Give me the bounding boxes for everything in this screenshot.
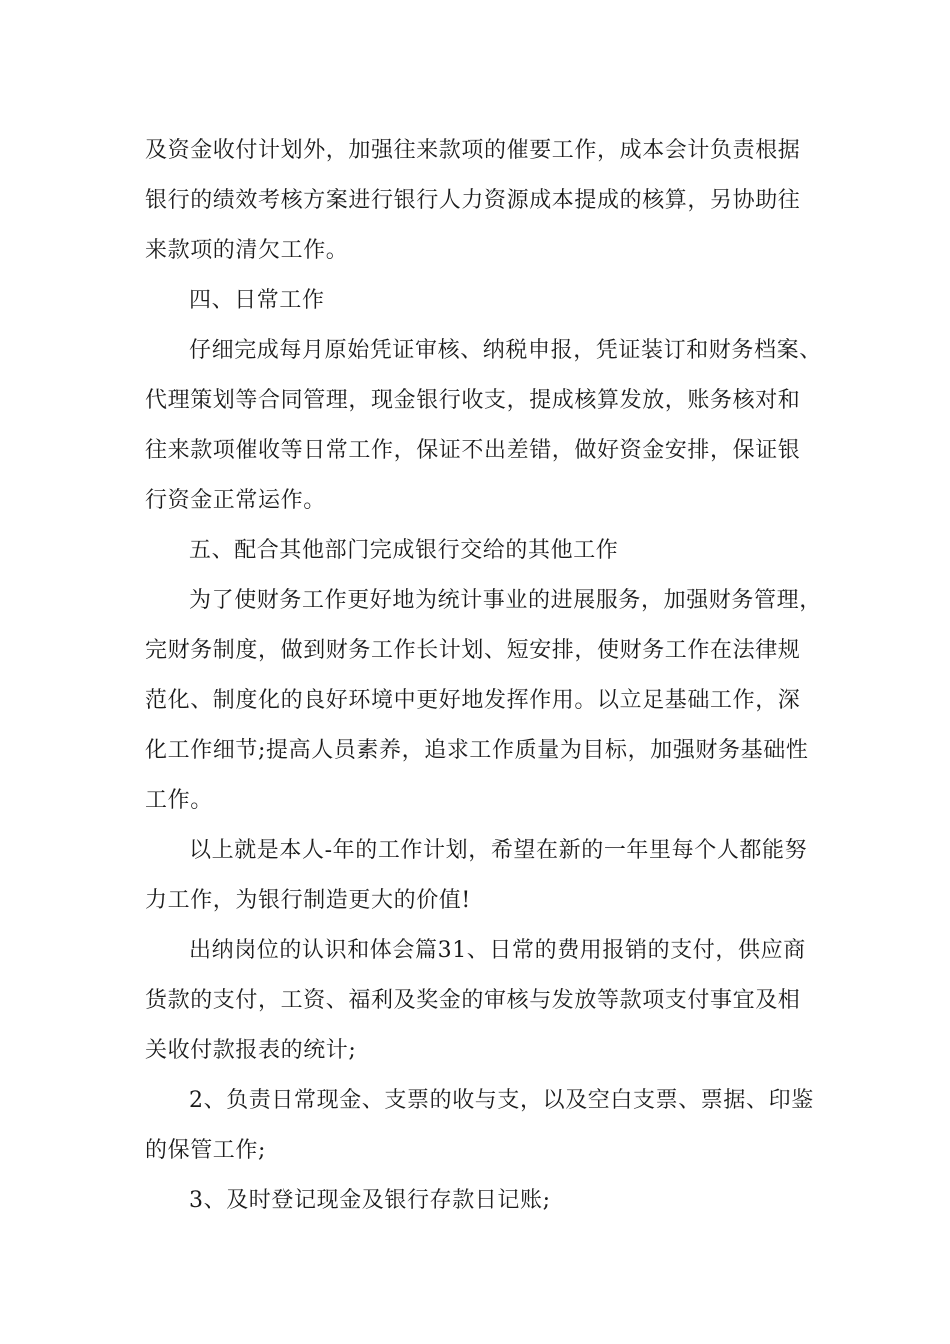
text-line: 力工作，为银行制造更大的价值! bbox=[145, 888, 471, 913]
section-heading-cooperation bbox=[145, 526, 815, 576]
paragraph-cashier-duties-3 bbox=[145, 1176, 815, 1226]
text-line: 以上就是本人-年的工作计划，希望在新的一年里每个人都能努 bbox=[189, 838, 808, 863]
text-line: 3、及时登记现金及银行存款日记账; bbox=[189, 1188, 551, 1213]
text-line: 的保管工作; bbox=[145, 1138, 267, 1163]
text-line: 往来款项催收等日常工作，保证不出差错，做好资金安排，保证银 bbox=[145, 438, 801, 463]
heading-text: 五、配合其他部门完成银行交给的其他工作 bbox=[189, 538, 619, 563]
text-line: 银行的绩效考核方案进行银行人力资源成本提成的核算，另协助往 bbox=[145, 188, 801, 213]
paragraph-conclusion bbox=[145, 826, 815, 926]
paragraph-fund-plan bbox=[145, 126, 815, 276]
text-line: 仔细完成每月原始凭证审核、纳税申报，凭证装订和财务档案、 bbox=[189, 338, 822, 363]
text-line: 化工作细节;提高人员素养，追求工作质量为目标，加强财务基础性 bbox=[145, 738, 809, 763]
text-line: 及资金收付计划外，加强往来款项的催要工作，成本会计负责根据 bbox=[145, 138, 801, 163]
paragraph-cashier-duties-2 bbox=[145, 1076, 815, 1176]
text-line: 货款的支付，工资、福利及奖金的审核与发放等款项支付事宜及相 bbox=[145, 988, 801, 1013]
heading-text: 四、日常工作 bbox=[189, 288, 325, 313]
text-line: 完财务制度，做到财务工作长计划、短安排，使财务工作在法律规 bbox=[145, 638, 801, 663]
text-line: 范化、制度化的良好环境中更好地发挥作用。以立足基础工作，深 bbox=[145, 688, 801, 713]
text-line: 代理策划等合同管理，现金银行收支，提成核算发放，账务核对和 bbox=[145, 388, 801, 413]
text-line: 来款项的清欠工作。 bbox=[145, 238, 349, 263]
text-line: 出纳岗位的认识和体会篇31、日常的费用报销的支付，供应商 bbox=[189, 938, 806, 963]
paragraph-finance-management bbox=[145, 576, 822, 826]
text-line: 关收付款报表的统计; bbox=[145, 1038, 357, 1063]
text-line: 行资金正常运作。 bbox=[145, 488, 326, 513]
text-line: 为了使财务工作更好地为统计事业的进展服务，加强财务管理， bbox=[189, 588, 822, 613]
text-line: 2、负责日常现金、支票的收与支，以及空白支票、票据、印鉴 bbox=[189, 1088, 814, 1113]
document-body bbox=[145, 126, 822, 1226]
paragraph-daily-work bbox=[145, 326, 822, 526]
paragraph-cashier-duties-1 bbox=[145, 926, 815, 1076]
text-line: 工作。 bbox=[145, 788, 213, 813]
section-heading-daily-work bbox=[145, 276, 815, 326]
